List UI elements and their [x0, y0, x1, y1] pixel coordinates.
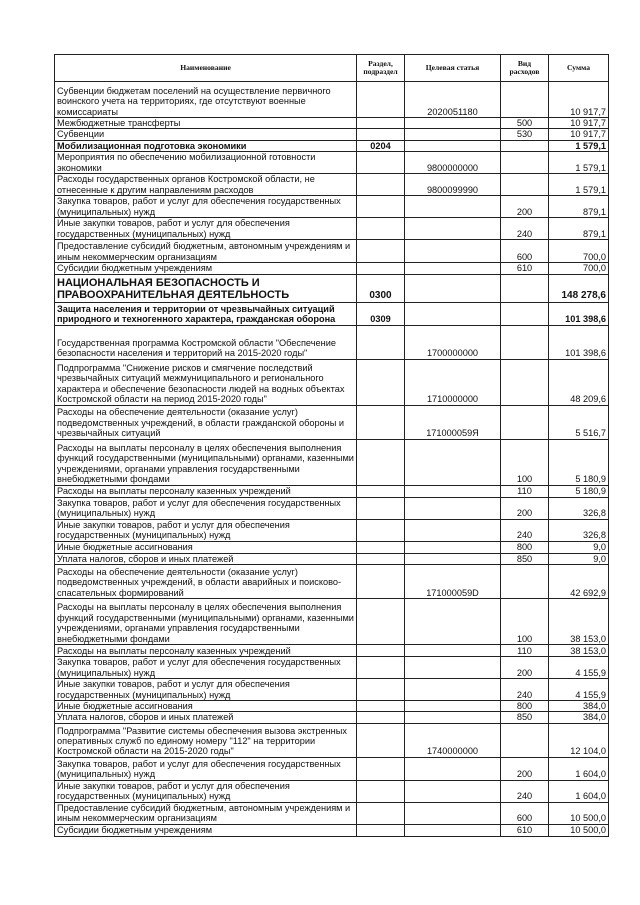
cell-kind — [501, 723, 549, 757]
cell-name: Расходы на обеспечение деятельности (оказание услуг) подведомственных учреждений, в области аварийных и поисково-спасательных формирований — [55, 565, 357, 599]
cell-amount: 10 500,0 — [549, 824, 609, 836]
cell-kind: 110 — [501, 485, 549, 497]
cell-name: Субсидии бюджетным учреждениям — [55, 263, 357, 274]
cell-target — [405, 302, 501, 325]
cell-kind — [501, 565, 549, 599]
cell-section — [357, 240, 405, 263]
table-row — [55, 645, 609, 657]
table-row — [55, 565, 609, 599]
cell-name: Уплата налогов, сборов и иных платежей — [55, 712, 357, 723]
table-header-row — [55, 55, 609, 82]
cell-amount: 1 579,1 — [549, 140, 609, 151]
cell-amount: 326,8 — [549, 519, 609, 541]
header-target: Целевая статья — [405, 55, 501, 82]
cell-name: Государственная программа Костромской области "Обеспечение безопасности населения и территорий на 2015-2020 годы" — [55, 325, 357, 359]
cell-section — [357, 263, 405, 274]
budget-document — [54, 54, 609, 837]
cell-kind: 800 — [501, 701, 549, 712]
cell-section — [357, 519, 405, 541]
cell-name: Подпрограмма "Развитие системы обеспечения вызова экстренных оперативных служб по единому номеру "112" на территории Костромской области на 2015-2020 годы" — [55, 723, 357, 757]
cell-kind: 610 — [501, 263, 549, 274]
cell-target — [405, 140, 501, 151]
cell-kind: 100 — [501, 439, 549, 485]
table-row — [55, 274, 609, 302]
cell-kind: 110 — [501, 645, 549, 657]
cell-amount: 9,0 — [549, 553, 609, 564]
cell-section — [357, 657, 405, 679]
table-row — [55, 679, 609, 701]
table-row — [55, 263, 609, 274]
table-row — [55, 712, 609, 723]
header-section: Раздел, подраздел — [357, 55, 405, 82]
cell-section — [357, 565, 405, 599]
cell-section — [357, 757, 405, 780]
cell-kind: 800 — [501, 541, 549, 553]
cell-kind: 200 — [501, 196, 549, 218]
cell-section — [357, 802, 405, 824]
cell-amount: 879,1 — [549, 196, 609, 218]
cell-target — [405, 274, 501, 302]
table-row — [55, 757, 609, 780]
cell-name: Уплата налогов, сборов и иных платежей — [55, 553, 357, 564]
cell-name: Подпрограмма "Снижение рисков и смягчение последствий чрезвычайных ситуаций межмуниципального и регионального характера и обеспечение безопасности людей на водных объектах Костромской области на период 2015-2020 годы" — [55, 359, 357, 405]
cell-amount: 1 604,0 — [549, 780, 609, 802]
cell-kind — [501, 274, 549, 302]
cell-target — [405, 802, 501, 824]
cell-amount: 42 692,9 — [549, 565, 609, 599]
cell-section — [357, 129, 405, 140]
cell-kind — [501, 174, 549, 196]
cell-name: Предоставление субсидий бюджетным, автономным учреждениям и иным некоммерческим организациям — [55, 802, 357, 824]
cell-name: Закупка товаров, работ и услуг для обеспечения государственных (муниципальных) нужд — [55, 196, 357, 218]
table-row — [55, 82, 609, 118]
table-row — [55, 140, 609, 151]
cell-name: Иные закупки товаров, работ и услуг для обеспечения государственных (муниципальных) нужд — [55, 519, 357, 541]
cell-name: Мероприятия по обеспечению мобилизационной готовности экономики — [55, 152, 357, 174]
cell-name: Субсидии бюджетным учреждениям — [55, 824, 357, 836]
cell-amount: 10 917,7 — [549, 118, 609, 129]
table-row — [55, 701, 609, 712]
cell-kind: 530 — [501, 129, 549, 140]
cell-section: 0300 — [357, 274, 405, 302]
cell-kind: 600 — [501, 240, 549, 263]
cell-name: Мобилизационная подготовка экономики — [55, 140, 357, 151]
cell-target: 1700000000 — [405, 325, 501, 359]
cell-section — [357, 174, 405, 196]
table-row — [55, 302, 609, 325]
cell-section — [357, 118, 405, 129]
cell-section — [357, 824, 405, 836]
cell-name: Расходы на выплаты персоналу казенных учреждений — [55, 485, 357, 497]
cell-target — [405, 645, 501, 657]
cell-kind — [501, 359, 549, 405]
cell-target: 1710000000 — [405, 359, 501, 405]
cell-amount: 10 917,7 — [549, 129, 609, 140]
cell-target — [405, 497, 501, 519]
cell-section — [357, 196, 405, 218]
cell-section — [357, 712, 405, 723]
table-row — [55, 519, 609, 541]
table-row — [55, 359, 609, 405]
cell-amount: 4 155,9 — [549, 679, 609, 701]
cell-kind: 200 — [501, 757, 549, 780]
cell-name: Иные закупки товаров, работ и услуг для обеспечения государственных (муниципальных) нужд — [55, 679, 357, 701]
cell-amount: 101 398,6 — [549, 302, 609, 325]
cell-amount: 700,0 — [549, 263, 609, 274]
cell-amount: 5 180,9 — [549, 439, 609, 485]
cell-name: Закупка товаров, работ и услуг для обеспечения государственных (муниципальных) нужд — [55, 657, 357, 679]
table-row — [55, 118, 609, 129]
cell-section — [357, 439, 405, 485]
cell-name: Предоставление субсидий бюджетным, автономным учреждениям и иным некоммерческим организациям — [55, 240, 357, 263]
cell-kind: 200 — [501, 497, 549, 519]
cell-amount: 384,0 — [549, 712, 609, 723]
cell-amount: 384,0 — [549, 701, 609, 712]
cell-target: 9800000000 — [405, 152, 501, 174]
budget-table — [54, 54, 609, 837]
table-row — [55, 405, 609, 439]
cell-kind: 850 — [501, 553, 549, 564]
cell-kind — [501, 82, 549, 118]
cell-target — [405, 780, 501, 802]
cell-target — [405, 599, 501, 645]
cell-name: Субвенции бюджетам поселений на осуществление первичного воинского учета на территориях, где отсутствуют военные комиссариаты — [55, 82, 357, 118]
table-row — [55, 174, 609, 196]
cell-amount: 5 516,7 — [549, 405, 609, 439]
table-row — [55, 780, 609, 802]
cell-amount: 326,8 — [549, 497, 609, 519]
cell-target — [405, 240, 501, 263]
table-row — [55, 218, 609, 240]
cell-target — [405, 263, 501, 274]
cell-kind: 850 — [501, 712, 549, 723]
cell-kind — [501, 405, 549, 439]
cell-kind: 500 — [501, 118, 549, 129]
cell-target: 2020051180 — [405, 82, 501, 118]
cell-amount: 5 180,9 — [549, 485, 609, 497]
cell-kind: 240 — [501, 218, 549, 240]
cell-target — [405, 701, 501, 712]
cell-amount: 1 604,0 — [549, 757, 609, 780]
table-row — [55, 824, 609, 836]
cell-section — [357, 218, 405, 240]
cell-name: Межбюджетные трансферты — [55, 118, 357, 129]
cell-section — [357, 541, 405, 553]
cell-section: 0204 — [357, 140, 405, 151]
cell-amount: 4 155,9 — [549, 657, 609, 679]
table-row — [55, 485, 609, 497]
cell-kind — [501, 302, 549, 325]
cell-target — [405, 712, 501, 723]
cell-amount: 12 104,0 — [549, 723, 609, 757]
cell-section — [357, 325, 405, 359]
cell-target: 171000059D — [405, 565, 501, 599]
header-kind: Вид расходов — [501, 55, 549, 82]
header-amount: Сумма — [549, 55, 609, 82]
cell-amount: 9,0 — [549, 541, 609, 553]
cell-target — [405, 218, 501, 240]
cell-amount: 38 153,0 — [549, 645, 609, 657]
cell-section — [357, 359, 405, 405]
table-row — [55, 240, 609, 263]
table-row — [55, 325, 609, 359]
table-row — [55, 439, 609, 485]
cell-section — [357, 405, 405, 439]
cell-name: Иные закупки товаров, работ и услуг для обеспечения государственных (муниципальных) нужд — [55, 218, 357, 240]
table-body — [55, 82, 609, 837]
cell-name: Субвенции — [55, 129, 357, 140]
cell-section: 0309 — [357, 302, 405, 325]
cell-amount: 38 153,0 — [549, 599, 609, 645]
cell-kind: 240 — [501, 679, 549, 701]
cell-kind — [501, 325, 549, 359]
cell-amount: 48 209,6 — [549, 359, 609, 405]
cell-target — [405, 129, 501, 140]
cell-section — [357, 679, 405, 701]
cell-amount: 1 579,1 — [549, 152, 609, 174]
cell-name: Иные бюджетные ассигнования — [55, 541, 357, 553]
cell-section — [357, 645, 405, 657]
cell-kind: 610 — [501, 824, 549, 836]
cell-section — [357, 723, 405, 757]
cell-kind: 240 — [501, 780, 549, 802]
cell-section — [357, 152, 405, 174]
table-row — [55, 129, 609, 140]
table-row — [55, 553, 609, 564]
cell-target — [405, 485, 501, 497]
table-row — [55, 196, 609, 218]
header-name: Наименование — [55, 55, 357, 82]
cell-kind: 240 — [501, 519, 549, 541]
cell-target: 171000059Я — [405, 405, 501, 439]
table-row — [55, 497, 609, 519]
cell-amount: 148 278,6 — [549, 274, 609, 302]
cell-target — [405, 657, 501, 679]
cell-target — [405, 439, 501, 485]
table-row — [55, 657, 609, 679]
cell-target — [405, 118, 501, 129]
cell-name: Расходы на выплаты персоналу казенных учреждений — [55, 645, 357, 657]
cell-kind — [501, 140, 549, 151]
cell-name: Расходы на выплаты персоналу в целях обеспечения выполнения функций государственными (муниципальными) органами, казенными учреждениями, органами управления государственными внебюджетными фондами — [55, 439, 357, 485]
cell-target — [405, 757, 501, 780]
cell-name: Иные бюджетные ассигнования — [55, 701, 357, 712]
cell-target — [405, 679, 501, 701]
cell-amount: 700,0 — [549, 240, 609, 263]
cell-amount: 1 579,1 — [549, 174, 609, 196]
cell-name: Расходы государственных органов Костромской области, не отнесенные к другим направлениям расходов — [55, 174, 357, 196]
cell-target — [405, 541, 501, 553]
cell-section — [357, 599, 405, 645]
cell-name: Закупка товаров, работ и услуг для обеспечения государственных (муниципальных) нужд — [55, 757, 357, 780]
cell-name: Расходы на выплаты персоналу в целях обеспечения выполнения функций государственными (муниципальными) органами, казенными учреждениями, органами управления государственными внебюджетными фондами — [55, 599, 357, 645]
table-row — [55, 541, 609, 553]
table-row — [55, 599, 609, 645]
cell-name: Защита населения и территории от чрезвычайных ситуаций природного и техногенного характера, гражданская оборона — [55, 302, 357, 325]
cell-amount: 10 917,7 — [549, 82, 609, 118]
table-row — [55, 802, 609, 824]
cell-section — [357, 485, 405, 497]
cell-section — [357, 780, 405, 802]
cell-kind: 600 — [501, 802, 549, 824]
cell-name: Закупка товаров, работ и услуг для обеспечения государственных (муниципальных) нужд — [55, 497, 357, 519]
cell-target — [405, 553, 501, 564]
cell-name: Расходы на обеспечение деятельности (оказание услуг) подведомственных учреждений, в области гражданской обороны и чрезвычайных ситуаций — [55, 405, 357, 439]
cell-amount: 10 500,0 — [549, 802, 609, 824]
table-row — [55, 723, 609, 757]
cell-name: НАЦИОНАЛЬНАЯ БЕЗОПАСНОСТЬ И ПРАВООХРАНИТЕЛЬНАЯ ДЕЯТЕЛЬНОСТЬ — [55, 274, 357, 302]
cell-kind: 200 — [501, 657, 549, 679]
cell-section — [357, 82, 405, 118]
cell-name: Иные закупки товаров, работ и услуг для обеспечения государственных (муниципальных) нужд — [55, 780, 357, 802]
cell-section — [357, 497, 405, 519]
cell-section — [357, 553, 405, 564]
table-row — [55, 152, 609, 174]
cell-amount: 101 398,6 — [549, 325, 609, 359]
cell-kind: 100 — [501, 599, 549, 645]
cell-target: 9800099990 — [405, 174, 501, 196]
cell-target — [405, 519, 501, 541]
cell-target — [405, 824, 501, 836]
cell-section — [357, 701, 405, 712]
cell-kind — [501, 152, 549, 174]
cell-target: 1740000000 — [405, 723, 501, 757]
cell-target — [405, 196, 501, 218]
cell-amount: 879,1 — [549, 218, 609, 240]
